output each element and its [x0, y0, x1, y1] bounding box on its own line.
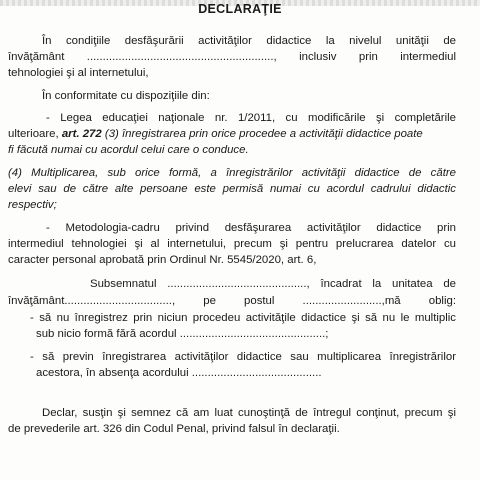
- intro-line-1: În condiţiile desfăşurării activităţilor didactice la nivelul unităţii de: [42, 35, 456, 47]
- law-line-3: fi făcută numai cu acordul celui care o conduce.: [8, 144, 249, 156]
- sub-line-3: - să nu înregistrez prin niciun procedeu activităţile didactice şi să nu le multiplic: [30, 312, 456, 324]
- meth-line-3: caracter personal aprobată prin Ordinul Nr. 5545/2020, art. 6,: [8, 254, 317, 266]
- sub-line-2: învăţământ.................................., pe postul .........................,mă oblig:: [8, 295, 456, 307]
- meth-line-2: intermediul tehnologiei şi al internetului, precum şi pentru prelucrarea datelor cu: [8, 238, 456, 250]
- law-line-4: (4) Multiplicarea, sub orice formă, a înregistrărilor activităţii didactice de către: [8, 167, 456, 179]
- final-line-1: Declar, susţin şi semnez că am luat cunoştinţă de întregul conţinut, precum şi: [42, 407, 456, 419]
- document-title: DECLARAŢIE: [198, 2, 282, 16]
- law-line-2-a: ulterioare,: [8, 128, 62, 140]
- sub-line-1: Subsemnatul ............................................, încadrat la unitatea de: [90, 278, 456, 290]
- intro-line-3: tehnologiei şi al internetului,: [8, 67, 149, 79]
- meth-line-1: - Metodologia-cadru privind desfăşurarea activităţilor didactice prin: [46, 222, 456, 234]
- law-line-2: [8, 127, 456, 142]
- law-line-5: elevi sau de către alte persoane este permisă numai cu acordul cadrului didactic: [8, 183, 456, 195]
- final-line-2: de prevederile art. 326 din Codul Penal, privind falsul în declaraţii.: [8, 423, 340, 435]
- law-line-2-c: (3) înregistrarea prin orice procedee a activităţii didactice poate: [101, 128, 423, 140]
- conformity-line: În conformitate cu dispoziţiile din:: [42, 90, 210, 102]
- law-line-1: - Legea educaţiei naţionale nr. 1/2011, cu modificările şi completările: [46, 112, 456, 124]
- law-article-ref: art. 272: [61, 128, 102, 140]
- law-line-6: respectiv;: [8, 199, 57, 211]
- sub-line-5: - să previn înregistrarea activităţilor didactice sau multiplicarea înregistrărilor: [30, 351, 456, 363]
- intro-line-2: învăţământ ..........................................................., inclusiv prin intermediul: [8, 51, 456, 63]
- sub-line-4: sub nicio formă fără acordul ..............................................;: [36, 328, 329, 340]
- sub-line-6: acestora, în absenţa acordului .........................................: [36, 367, 322, 379]
